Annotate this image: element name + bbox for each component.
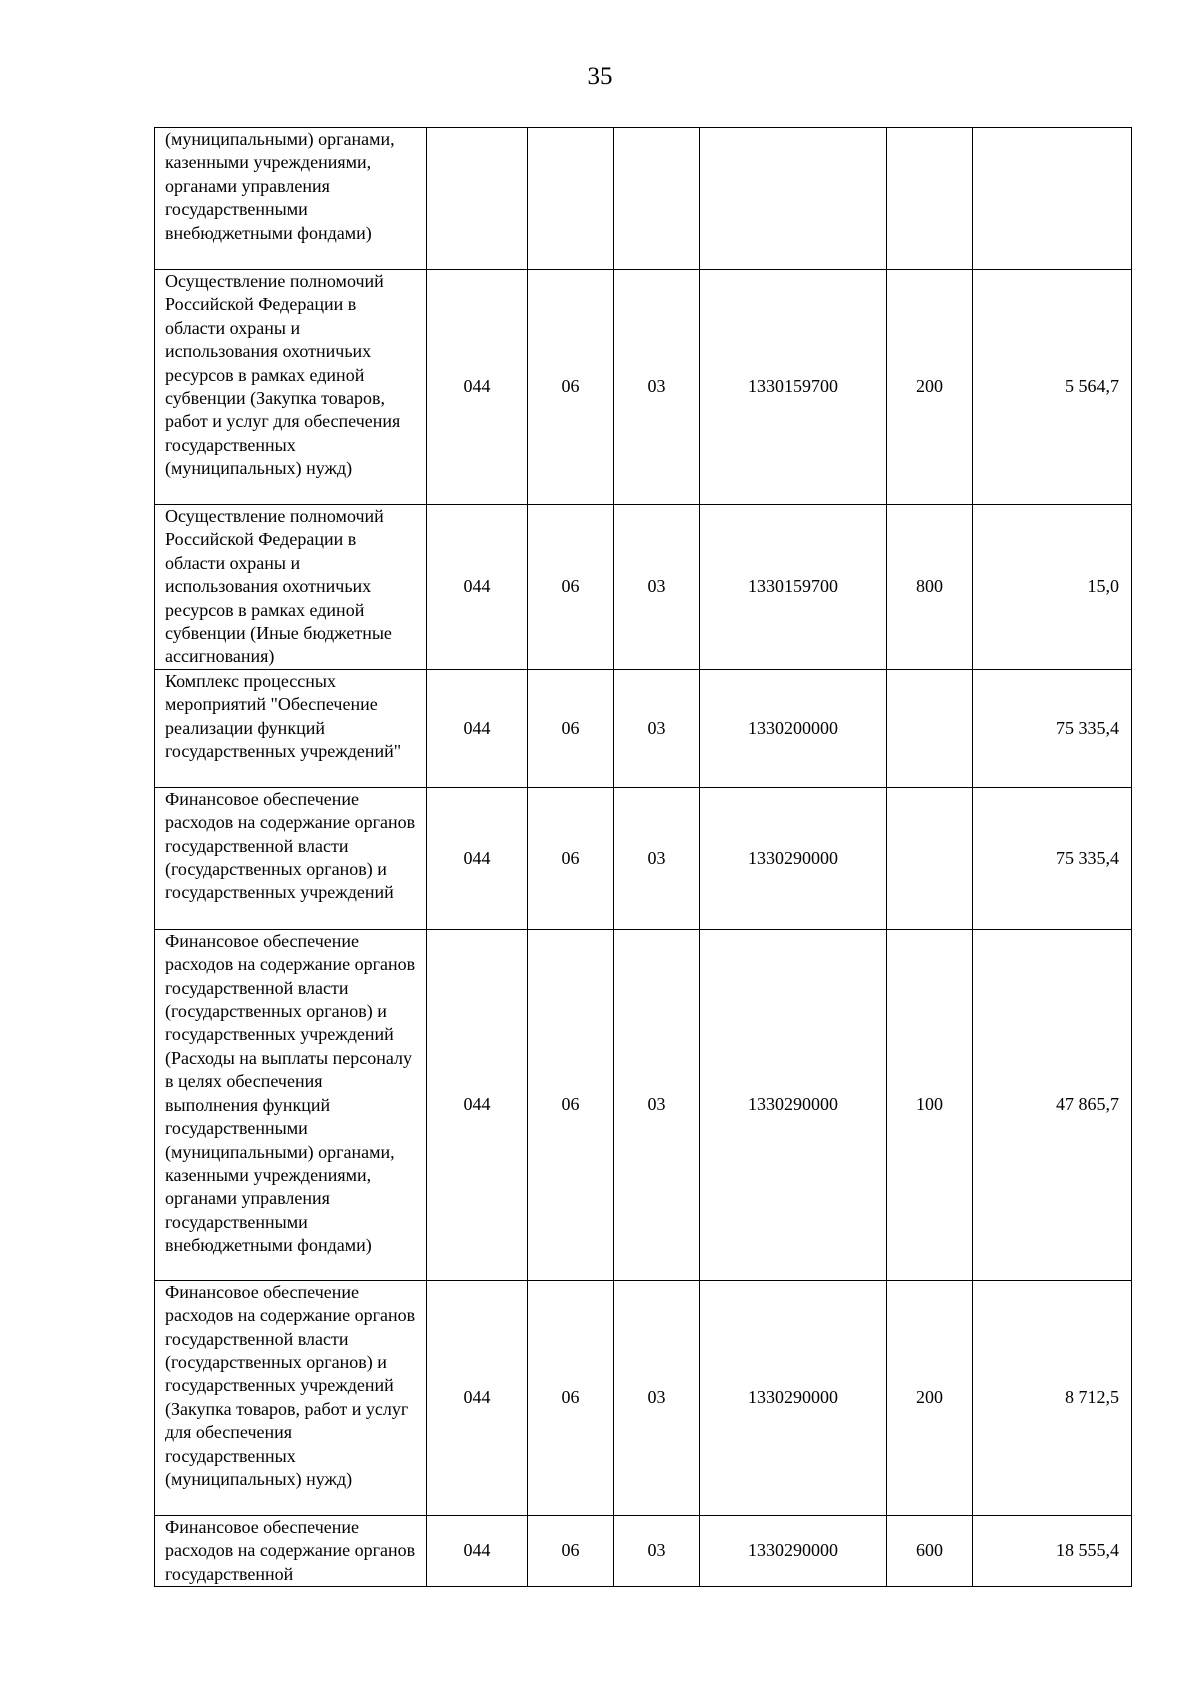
row-name-cell: Финансовое обеспечение расходов на содержание органов государственной власти (государственных органов) и государственных учреждений (Расходы на выплаты персоналу в целях обеспечения выполнения функций государственными (муниципальными) органами, казенными учреждениями, органами управления государственными внебюджетными фондами) (155, 929, 427, 1280)
subsection-code-cell: 03 (614, 1280, 700, 1515)
table-row (155, 1280, 1132, 1515)
expense-type-cell (887, 787, 973, 929)
amount-cell: 18 555,4 (973, 1515, 1132, 1586)
target-article-cell: 1330290000 (700, 929, 887, 1280)
target-article-cell (700, 128, 887, 270)
amount-cell: 75 335,4 (973, 669, 1132, 787)
subsection-code-cell: 03 (614, 787, 700, 929)
expense-type-cell: 100 (887, 929, 973, 1280)
row-name-cell: Комплекс процессных мероприятий "Обеспечение реализации функций государственных учреждений" (155, 669, 427, 787)
subsection-code-cell (614, 128, 700, 270)
ministry-code-cell: 044 (427, 787, 528, 929)
expense-type-cell: 800 (887, 505, 973, 670)
section-code-cell (528, 128, 614, 270)
target-article-cell: 1330200000 (700, 669, 887, 787)
amount-cell: 15,0 (973, 505, 1132, 670)
section-code-cell: 06 (528, 929, 614, 1280)
section-code-cell: 06 (528, 505, 614, 670)
table-row (155, 1515, 1132, 1586)
expense-type-cell: 600 (887, 1515, 973, 1586)
expense-type-cell (887, 128, 973, 270)
section-code-cell: 06 (528, 270, 614, 505)
amount-cell: 75 335,4 (973, 787, 1132, 929)
page-number: 35 (587, 63, 613, 90)
target-article-cell: 1330290000 (700, 1280, 887, 1515)
row-name-cell: Финансовое обеспечение расходов на содержание органов государственной власти (государственных органов) и государственных учреждений (155, 787, 427, 929)
section-code-cell: 06 (528, 787, 614, 929)
table-row (155, 669, 1132, 787)
ministry-code-cell: 044 (427, 929, 528, 1280)
expense-type-cell: 200 (887, 1280, 973, 1515)
subsection-code-cell: 03 (614, 929, 700, 1280)
target-article-cell: 1330159700 (700, 270, 887, 505)
row-name-cell: Финансовое обеспечение расходов на содержание органов государственной (155, 1515, 427, 1586)
table-row (155, 128, 1132, 270)
row-name-cell: Финансовое обеспечение расходов на содержание органов государственной власти (государственных органов) и государственных учреждений (Закупка товаров, работ и услуг для обеспечения государственных (муниципальных) нужд) (155, 1280, 427, 1515)
row-name-cell: Осуществление полномочий Российской Федерации в области охраны и использования охотничьих ресурсов в рамках единой субвенции (Иные бюджетные ассигнования) (155, 505, 427, 670)
table-row (155, 505, 1132, 670)
amount-cell: 8 712,5 (973, 1280, 1132, 1515)
table-row (155, 787, 1132, 929)
subsection-code-cell: 03 (614, 505, 700, 670)
section-code-cell: 06 (528, 1515, 614, 1586)
amount-cell (973, 128, 1132, 270)
ministry-code-cell: 044 (427, 669, 528, 787)
section-code-cell: 06 (528, 1280, 614, 1515)
budget-table (154, 127, 1132, 1587)
subsection-code-cell: 03 (614, 270, 700, 505)
ministry-code-cell: 044 (427, 270, 528, 505)
ministry-code-cell: 044 (427, 1280, 528, 1515)
row-name-cell: (муниципальными) органами, казенными учреждениями, органами управления государственными внебюджетными фондами) (155, 128, 427, 270)
amount-cell: 47 865,7 (973, 929, 1132, 1280)
target-article-cell: 1330159700 (700, 505, 887, 670)
ministry-code-cell (427, 128, 528, 270)
subsection-code-cell: 03 (614, 1515, 700, 1586)
section-code-cell: 06 (528, 669, 614, 787)
expense-type-cell (887, 669, 973, 787)
subsection-code-cell: 03 (614, 669, 700, 787)
table-row (155, 929, 1132, 1280)
row-name-cell: Осуществление полномочий Российской Федерации в области охраны и использования охотничьих ресурсов в рамках единой субвенции (Закупка товаров, работ и услуг для обеспечения государственных (муниципальных) нужд) (155, 270, 427, 505)
expense-type-cell: 200 (887, 270, 973, 505)
table-row (155, 270, 1132, 505)
ministry-code-cell: 044 (427, 505, 528, 670)
target-article-cell: 1330290000 (700, 1515, 887, 1586)
ministry-code-cell: 044 (427, 1515, 528, 1586)
target-article-cell: 1330290000 (700, 787, 887, 929)
amount-cell: 5 564,7 (973, 270, 1132, 505)
